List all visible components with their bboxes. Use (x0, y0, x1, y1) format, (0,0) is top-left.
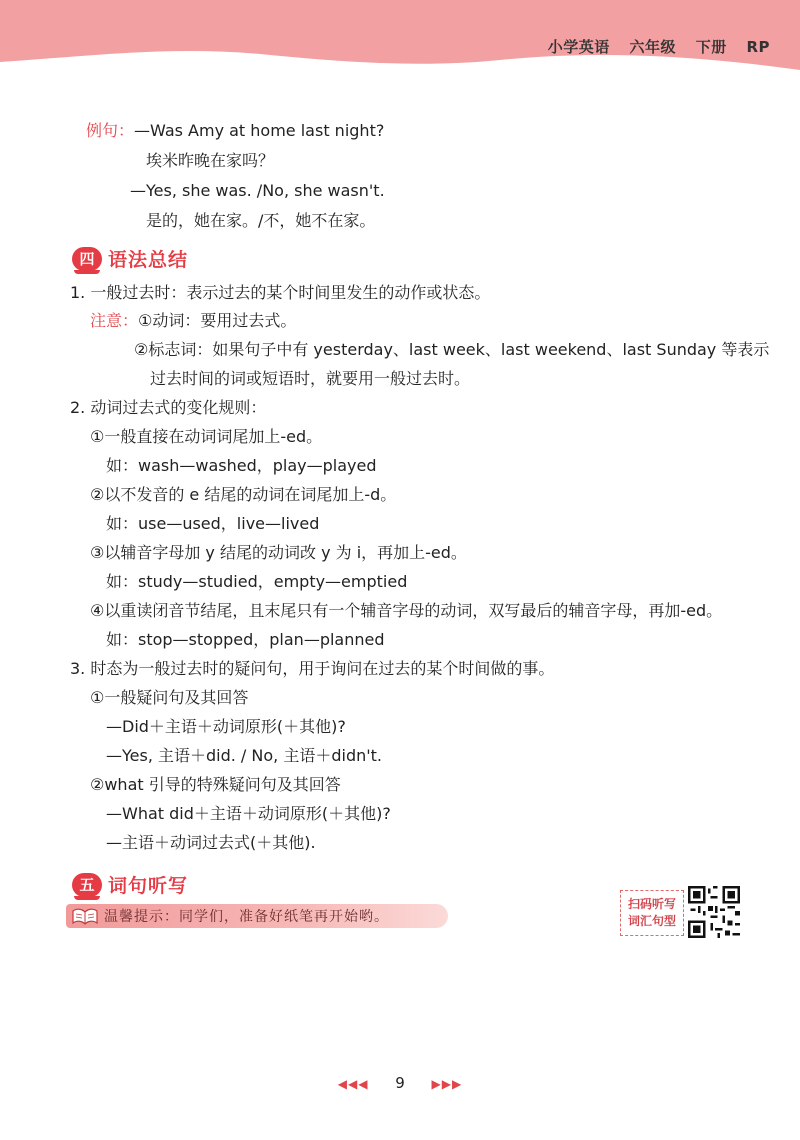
note-label: 注意： (90, 311, 139, 330)
rule-4-example: 如：stop—stopped，plan—planned (106, 630, 385, 649)
example-answer-translation: 是的，她在家。/不，她不在家。 (146, 211, 376, 230)
tip-banner (66, 904, 448, 928)
section-5-badge: 五 (72, 873, 102, 897)
rule-4: ④以重读闭音节结尾，且末尾只有一个辅音字母的动词，双写最后的辅音字母，再加-ed。 (90, 601, 723, 620)
grammar-point-2: 2. 动词过去式的变化规则： (70, 398, 267, 417)
qr-code-icon[interactable] (688, 886, 740, 938)
page-number: 9 (395, 1074, 405, 1092)
page-number-footer (0, 1074, 800, 1092)
note-2-continued: 过去时间的词或短语时，就要用一般过去时。 (150, 369, 471, 388)
book-edition: RP (746, 38, 770, 56)
book-term: 下册 (695, 38, 727, 56)
section-4-badge: 四 (72, 247, 102, 271)
rule-2-example: 如：use—used，live—lived (106, 514, 320, 533)
rule-2: ②以不发音的 e 结尾的动词在词尾加上-d。 (90, 485, 397, 504)
left-arrows-icon: ◀◀◀ (337, 1077, 369, 1091)
right-arrows-icon: ▶▶▶ (431, 1077, 463, 1091)
section-4-title: 语法总结 (108, 249, 189, 271)
example-answer: —Yes, she was. /No, she wasn't. (130, 181, 385, 200)
book-subject: 小学英语 (547, 38, 610, 56)
section-5-heading (72, 871, 188, 898)
example-question-translation: 埃米昨晚在家吗？ (146, 151, 275, 170)
question-type-2-form: —What did＋主语＋动词原形(＋其他)? (106, 804, 391, 823)
example-label: 例句： (86, 121, 135, 140)
qr-dictation[interactable] (620, 886, 740, 940)
rule-1: ①一般直接在动词词尾加上-ed。 (90, 427, 323, 446)
open-book-icon (72, 907, 98, 925)
rule-3: ③以辅音字母加 y 结尾的动词改 y 为 i，再加上-ed。 (90, 543, 467, 562)
example-question: 例句：—Was Amy at home last night? (86, 121, 385, 140)
book-grade: 六年级 (629, 38, 676, 56)
question-type-1-form: —Did＋主语＋动词原形(＋其他)? (106, 717, 346, 736)
question-type-1: ①一般疑问句及其回答 (90, 688, 249, 707)
question-type-1-answer: —Yes, 主语＋did. / No, 主语＋didn't. (106, 746, 382, 765)
rule-1-example: 如：wash—washed，play—played (106, 456, 377, 475)
grammar-point-3: 3. 时态为一般过去时的疑问句，用于询问在过去的某个时间做的事。 (70, 659, 555, 678)
note-1: 注意：①动词：要用过去式。 (90, 311, 297, 330)
section-5-title: 词句听写 (108, 875, 189, 897)
question-type-2-answer: —主语＋动词过去式(＋其他). (106, 833, 316, 852)
grammar-point-1: 1. 一般过去时：表示过去的某个时间里发生的动作或状态。 (70, 283, 491, 302)
question-type-2: ②what 引导的特殊疑问句及其回答 (90, 775, 341, 794)
qr-label: 扫码听写 词汇句型 (620, 890, 684, 936)
tip-text: 温馨提示：同学们，准备好纸笔再开始哟。 (104, 909, 389, 925)
rule-3-example: 如：study—studied，empty—emptied (106, 572, 408, 591)
section-4-heading (72, 245, 188, 272)
note-2: ②标志词：如果句子中有 yesterday、last week、last weekend、last Sunday 等表示 (134, 340, 770, 359)
